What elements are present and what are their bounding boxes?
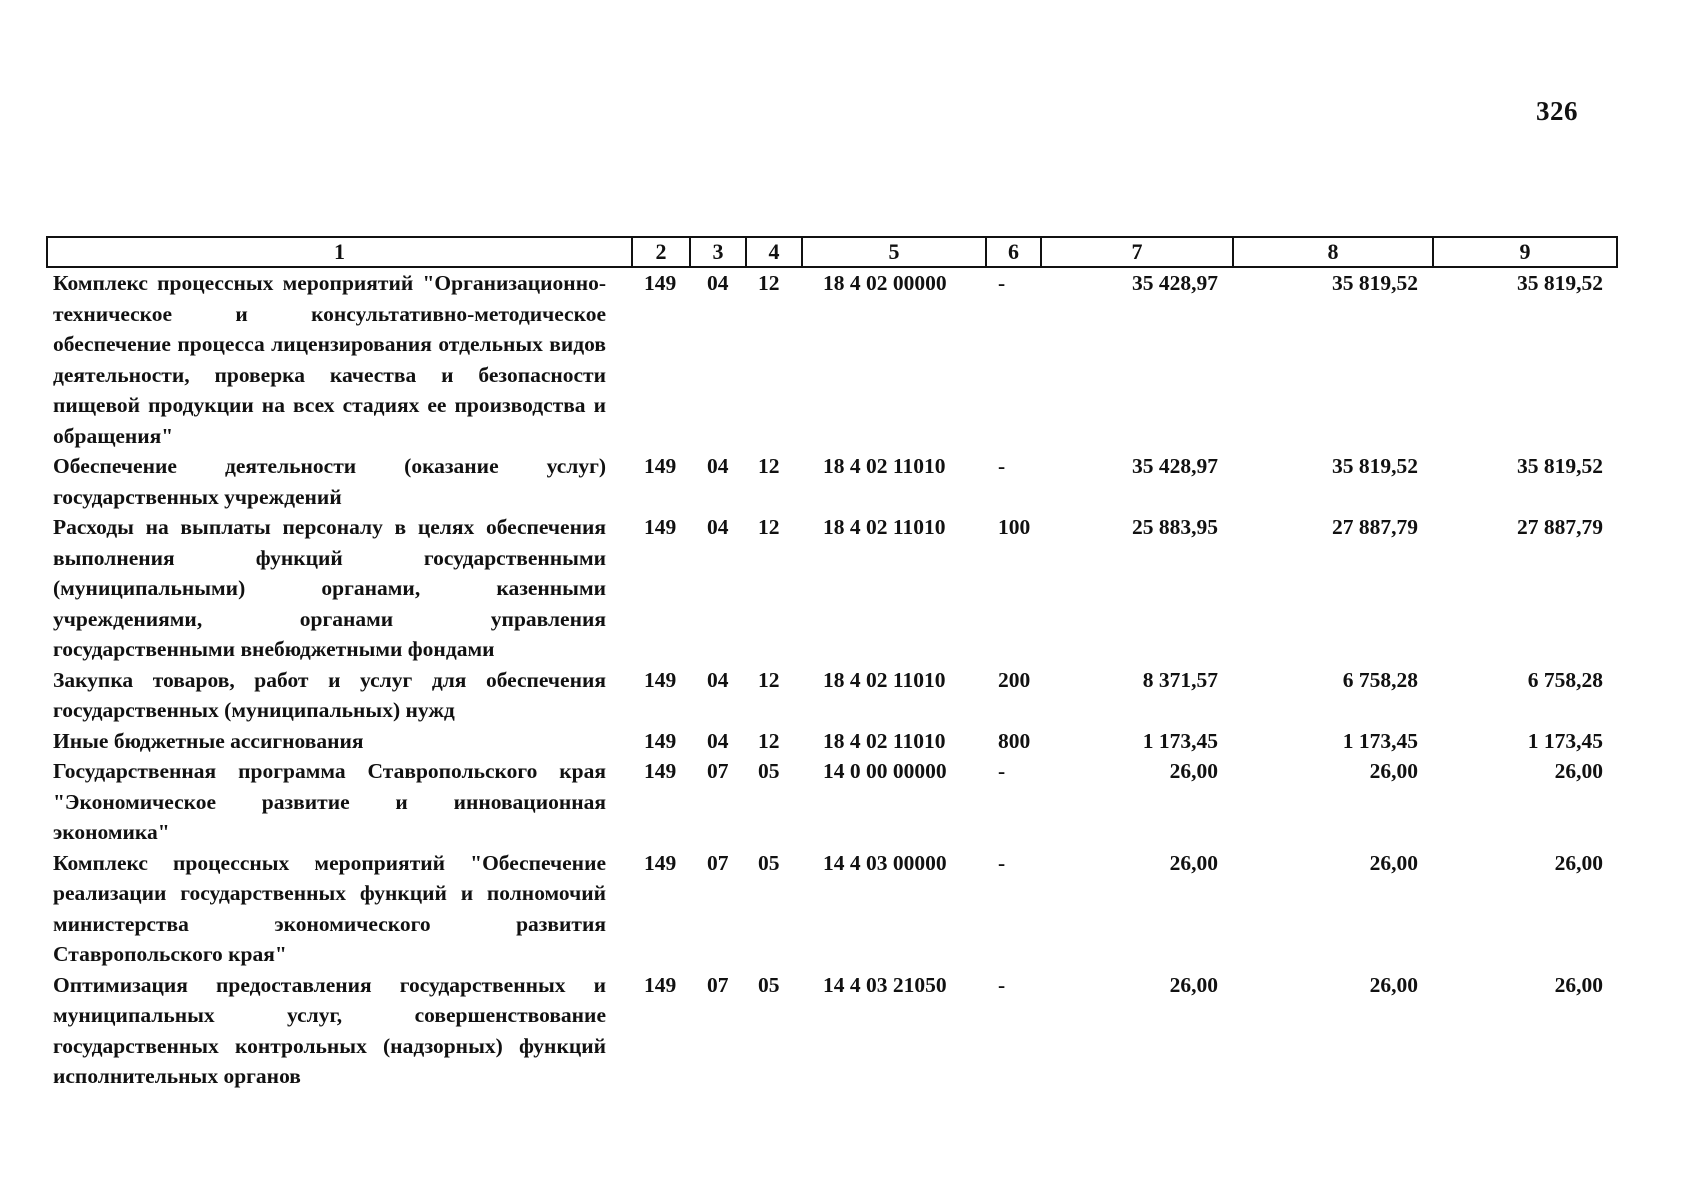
target-article-code: 18 4 02 11010 (823, 454, 946, 478)
header-cell: 8 (1233, 237, 1433, 267)
target-article-code: 14 4 03 00000 (823, 850, 947, 875)
amount-year-2: 27 887,79 (1332, 515, 1418, 539)
table-row (47, 848, 1617, 970)
amount-year-3: 26,00 (1554, 759, 1603, 783)
subsection-code: 05 (758, 850, 780, 875)
section-code: 04 (707, 454, 729, 478)
admin-code: 149 (644, 850, 677, 875)
expense-type-code: 100 (998, 515, 1031, 539)
amount-year-1: 35 428,97 (1132, 271, 1218, 295)
header-cell: 5 (802, 237, 986, 267)
amount-year-2: 6 758,28 (1342, 667, 1418, 692)
page-number: 326 (1536, 96, 1578, 126)
amount-year-3: 6 758,28 (1527, 667, 1603, 692)
amount-year-2: 35 819,52 (1332, 271, 1418, 295)
admin-code: 149 (644, 271, 677, 295)
header-cell: 6 (986, 237, 1041, 267)
subsection-code: 12 (758, 515, 780, 539)
expense-type-code: - (998, 271, 1006, 295)
row-name: Обеспечение деятельности (оказание услуг) государственных учреждений (53, 454, 606, 509)
expense-type-code: - (998, 850, 1006, 875)
subsection-code: 12 (758, 271, 780, 295)
header-cell: 9 (1433, 237, 1617, 267)
admin-code: 149 (644, 515, 677, 539)
amount-year-3: 26,00 (1554, 972, 1603, 997)
subsection-code: 05 (758, 972, 780, 997)
amount-year-1: 26,00 (1169, 759, 1218, 783)
section-code: 07 (707, 972, 729, 997)
amount-year-3: 27 887,79 (1517, 515, 1603, 539)
section-code: 04 (707, 667, 729, 692)
row-name: Комплекс процессных мероприятий "Организационно-техническое и консультативно-методическое обеспечение процесса лицензирования отдельных видов деятельности, проверка качества и безопасности пищевой продукции на всех стадиях ее производства и обращения" (53, 271, 606, 448)
subsection-code: 12 (758, 728, 780, 753)
amount-year-2: 35 819,52 (1332, 454, 1418, 478)
target-article-code: 18 4 02 11010 (823, 515, 946, 539)
amount-year-1: 26,00 (1169, 850, 1218, 875)
target-article-code: 18 4 02 11010 (823, 728, 946, 753)
amount-year-3: 35 819,52 (1517, 271, 1603, 295)
admin-code: 149 (644, 972, 677, 997)
amount-year-3: 1 173,45 (1527, 728, 1603, 753)
amount-year-3: 26,00 (1554, 850, 1603, 875)
section-code: 04 (707, 728, 729, 753)
table-row (47, 512, 1617, 665)
header-cell: 1 (47, 237, 632, 267)
table-row (47, 451, 1617, 512)
section-code: 07 (707, 850, 729, 875)
section-code: 04 (707, 515, 729, 539)
amount-year-1: 1 173,45 (1142, 728, 1218, 753)
row-name: Закупка товаров, работ и услуг для обеспечения государственных (муниципальных) нужд (53, 667, 606, 722)
admin-code: 149 (644, 667, 677, 692)
section-code: 04 (707, 271, 729, 295)
admin-code: 149 (644, 759, 677, 783)
expense-type-code: - (998, 972, 1006, 997)
subsection-code: 05 (758, 759, 780, 783)
expense-type-code: 200 (998, 667, 1031, 692)
row-name: Оптимизация предоставления государственных и муниципальных услуг, совершенствование государственных контрольных (надзорных) функций исполнительных органов (53, 972, 606, 1088)
amount-year-2: 26,00 (1369, 972, 1418, 997)
budget-table (46, 236, 1618, 1092)
amount-year-2: 26,00 (1369, 850, 1418, 875)
amount-year-3: 35 819,52 (1517, 454, 1603, 478)
table-row (47, 756, 1617, 848)
row-name: Расходы на выплаты персоналу в целях обеспечения выполнения функций государственными (муниципальными) органами, казенными учреждениями, органами управления государственными внебюджетными фондами (53, 515, 606, 661)
amount-year-2: 26,00 (1369, 759, 1418, 783)
table-row (47, 726, 1617, 757)
table-row (47, 970, 1617, 1092)
table-header-row (47, 237, 1617, 267)
table-row (47, 267, 1617, 451)
section-code: 07 (707, 759, 729, 783)
target-article-code: 18 4 02 00000 (823, 271, 947, 295)
header-cell: 3 (690, 237, 746, 267)
target-article-code: 14 4 03 21050 (823, 972, 947, 997)
header-cell: 4 (746, 237, 802, 267)
amount-year-1: 26,00 (1169, 972, 1218, 997)
subsection-code: 12 (758, 667, 780, 692)
admin-code: 149 (644, 454, 677, 478)
expense-type-code: - (998, 759, 1006, 783)
admin-code: 149 (644, 728, 677, 753)
table-row (47, 665, 1617, 726)
target-article-code: 14 0 00 00000 (823, 759, 947, 783)
amount-year-1: 25 883,95 (1132, 515, 1218, 539)
row-name: Комплекс процессных мероприятий "Обеспечение реализации государственных функций и полномочий министерства экономического развития Ставропольского края" (53, 850, 606, 966)
header-cell: 7 (1041, 237, 1233, 267)
expense-type-code: 800 (998, 728, 1031, 753)
amount-year-2: 1 173,45 (1342, 728, 1418, 753)
row-name: Государственная программа Ставропольского края "Экономическое развитие и инновационная экономика" (53, 759, 606, 844)
header-cell: 2 (632, 237, 690, 267)
row-name: Иные бюджетные ассигнования (53, 728, 364, 753)
expense-type-code: - (998, 454, 1006, 478)
amount-year-1: 8 371,57 (1142, 667, 1218, 692)
amount-year-1: 35 428,97 (1132, 454, 1218, 478)
subsection-code: 12 (758, 454, 780, 478)
target-article-code: 18 4 02 11010 (823, 667, 946, 692)
